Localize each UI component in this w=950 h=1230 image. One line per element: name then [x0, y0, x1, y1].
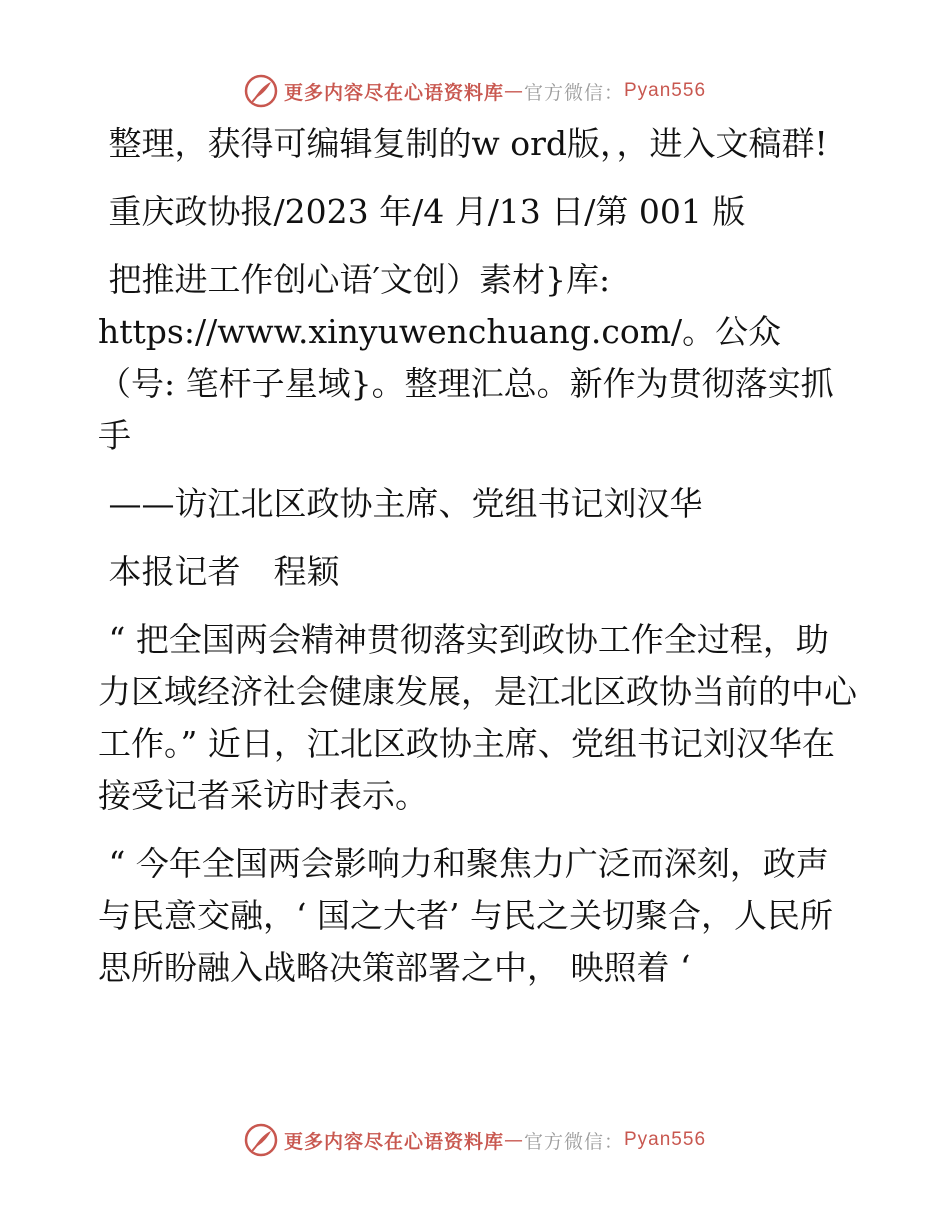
body-paragraph: “ 今年全国两会影响力和聚焦力广泛而深刻，政声与民意交融，‘ 国之大者’ 与民之关切聚合，人民所思所盼融入战略决策部署之中， 映照着 ‘ [98, 844, 833, 987]
article-title-paragraph: 把推进工作创心语′文创）素材}库: https://www.xinyuwenchuang.com/。公众（号: 笔杆子星域}。整理汇总。新作为贯彻落实抓手 [98, 260, 834, 455]
feather-pen-logo-icon [244, 74, 278, 108]
header-watermark-banner [0, 71, 950, 111]
intro-note-paragraph: 整理，获得可编辑复制的w ord版，，进入文稿群! [98, 124, 828, 163]
banner-separator: — [503, 1129, 524, 1151]
byline: 本报记者 程颖 [98, 552, 340, 591]
source-line: 重庆政协报/2023 年/4 月/13 日/第 001 版 [98, 192, 746, 231]
banner-wechat-id: Pyan556 [624, 1129, 707, 1150]
banner-separator: — [503, 80, 524, 102]
feather-pen-logo-icon [244, 1123, 278, 1157]
article-subtitle: ——访江北区政协主席、党组书记刘汉华 [98, 484, 703, 523]
document-body [98, 118, 858, 1010]
banner-wechat-id: Pyan556 [624, 80, 707, 101]
banner-main-text: 更多内容尽在心语资料库 [283, 1130, 504, 1153]
footer-watermark-banner [0, 1120, 950, 1160]
banner-main-text: 更多内容尽在心语资料库 [283, 81, 504, 104]
body-paragraph: “ 把全国两会精神贯彻落实到政协工作全过程，助力区域经济社会健康发展，是江北区政协当前的中心工作。” 近日，江北区政协主席、党组书记刘汉华在接受记者采访时表示。 [98, 620, 857, 815]
banner-wechat-label: 官方微信： [523, 1130, 624, 1153]
banner-wechat-label: 官方微信： [523, 81, 624, 104]
